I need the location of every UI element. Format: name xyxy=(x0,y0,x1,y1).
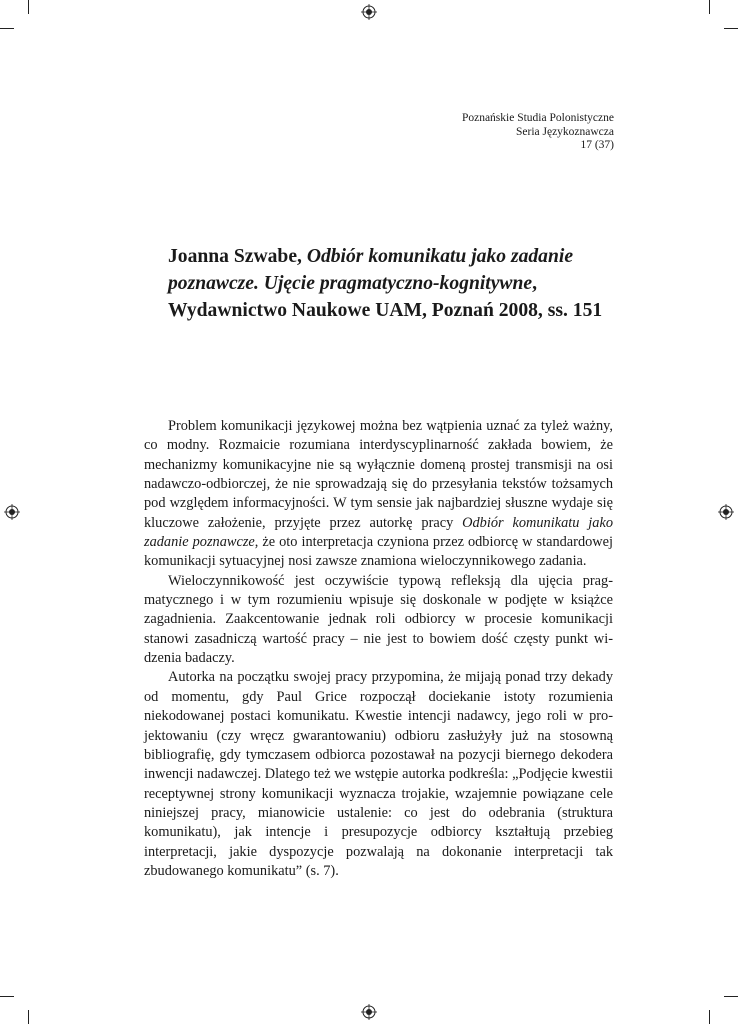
paragraph-1-part-b: , że oto interpretacja czyniona przez odbiorcę w standardowej komunikacji sytuacyjnej nosi zawsze znamiona wieloczynnikowego zadania. xyxy=(144,534,613,570)
paragraph-1-book-title: Odbiór komunikatu jako zadanie poznawcze xyxy=(144,514,613,551)
running-header xyxy=(462,112,614,153)
crop-mark-icon xyxy=(0,28,14,29)
crop-mark-icon xyxy=(28,1010,29,1024)
crop-mark-icon xyxy=(709,1010,710,1024)
crop-mark-icon xyxy=(709,0,710,14)
paragraph-2: Wieloczynnikowość jest oczywiście typową refleksją dla ujęcia pragmatycznego i w tym rozumieniu wpisuje się doskonale w podjęte w książce zagadnienia. Zaakcentowanie jednak roli odbiorcy w procesie komunikacji stanowi zasadniczą wartość pracy – nie jest to bowiem dość częsty punkt widzenia badaczy. xyxy=(144,572,613,667)
crop-mark-icon xyxy=(724,28,738,29)
paragraph-3: Autorka na początku swojej pracy przypomina, że mijają ponad trzy dekady od momentu, gdy Paul Grice rozpoczął dociekanie istoty rozumienia niekodowanej postaci komunikatu. Kwestie intencji nadawcy, jego roli w projektowaniu (czy wręcz gwarantowaniu) odbioru zasłużyły już na stosowną bibliografię, gdy tymczasem odbiorca pozostawał na pozycji biernego dekodera inwencji nadawczej. Dlatego też we wstępie autorka podkreśla: „Podjęcie kwestii receptywnej strony komunikacji wyznacza trojakie, wzajemnie powiązane cele niniejszej pracy, mianowicie ustalenie: co jest do odebrania (struktura komunikatu), jak intencje i presupozycje odbiorcy kształtują przebieg interpretacji, jakie dyspozycje pozwalają na dokonanie interpretacji tak zbudowanego komunikatu” (s. 7). xyxy=(144,669,613,879)
journal-name: Poznańskie Studia Polonistyczne xyxy=(461,112,614,124)
crop-mark-icon xyxy=(724,996,738,997)
volume-number: 17 (37) xyxy=(580,139,614,151)
registration-mark-icon xyxy=(718,504,734,520)
paragraph-1 xyxy=(144,417,613,572)
author-name: Joanna Szwabe, xyxy=(168,246,307,267)
registration-mark-icon xyxy=(361,1004,377,1020)
book-title: Odbiór komunikatu jako zadanie poznawcze. Ujęcie pragmatyczno-kognitywne xyxy=(168,246,574,294)
series-name: Seria Językoznawcza xyxy=(515,125,614,138)
publisher-info: , Wydawnictwo Naukowe UAM, Poznań 2008, ss. 151 xyxy=(168,273,603,321)
body-text xyxy=(144,417,613,881)
paragraph-1-part-a: Problem komunikacji językowej można bez wątpienia uznać za tyleż ważny, co modny. Rozmaicie rozumiana interdyscyplinarność zakłada bowiem, że mechanizmy komunikacyjne nie są wyłącznie domeną prostej transmisji na osi nadawczo-odbiorczej, że nie sprowadzają się do przesyłania tekstów tożsamych pod względem informacyjności. W tym sensie jak najbardziej słuszne wydaje się kluczowe założenie, przyjęte przez autorkę pracy xyxy=(144,418,613,531)
review-title xyxy=(168,243,628,324)
registration-mark-icon xyxy=(361,4,377,20)
crop-mark-icon xyxy=(28,0,29,14)
registration-mark-icon xyxy=(4,504,20,520)
crop-mark-icon xyxy=(0,996,14,997)
